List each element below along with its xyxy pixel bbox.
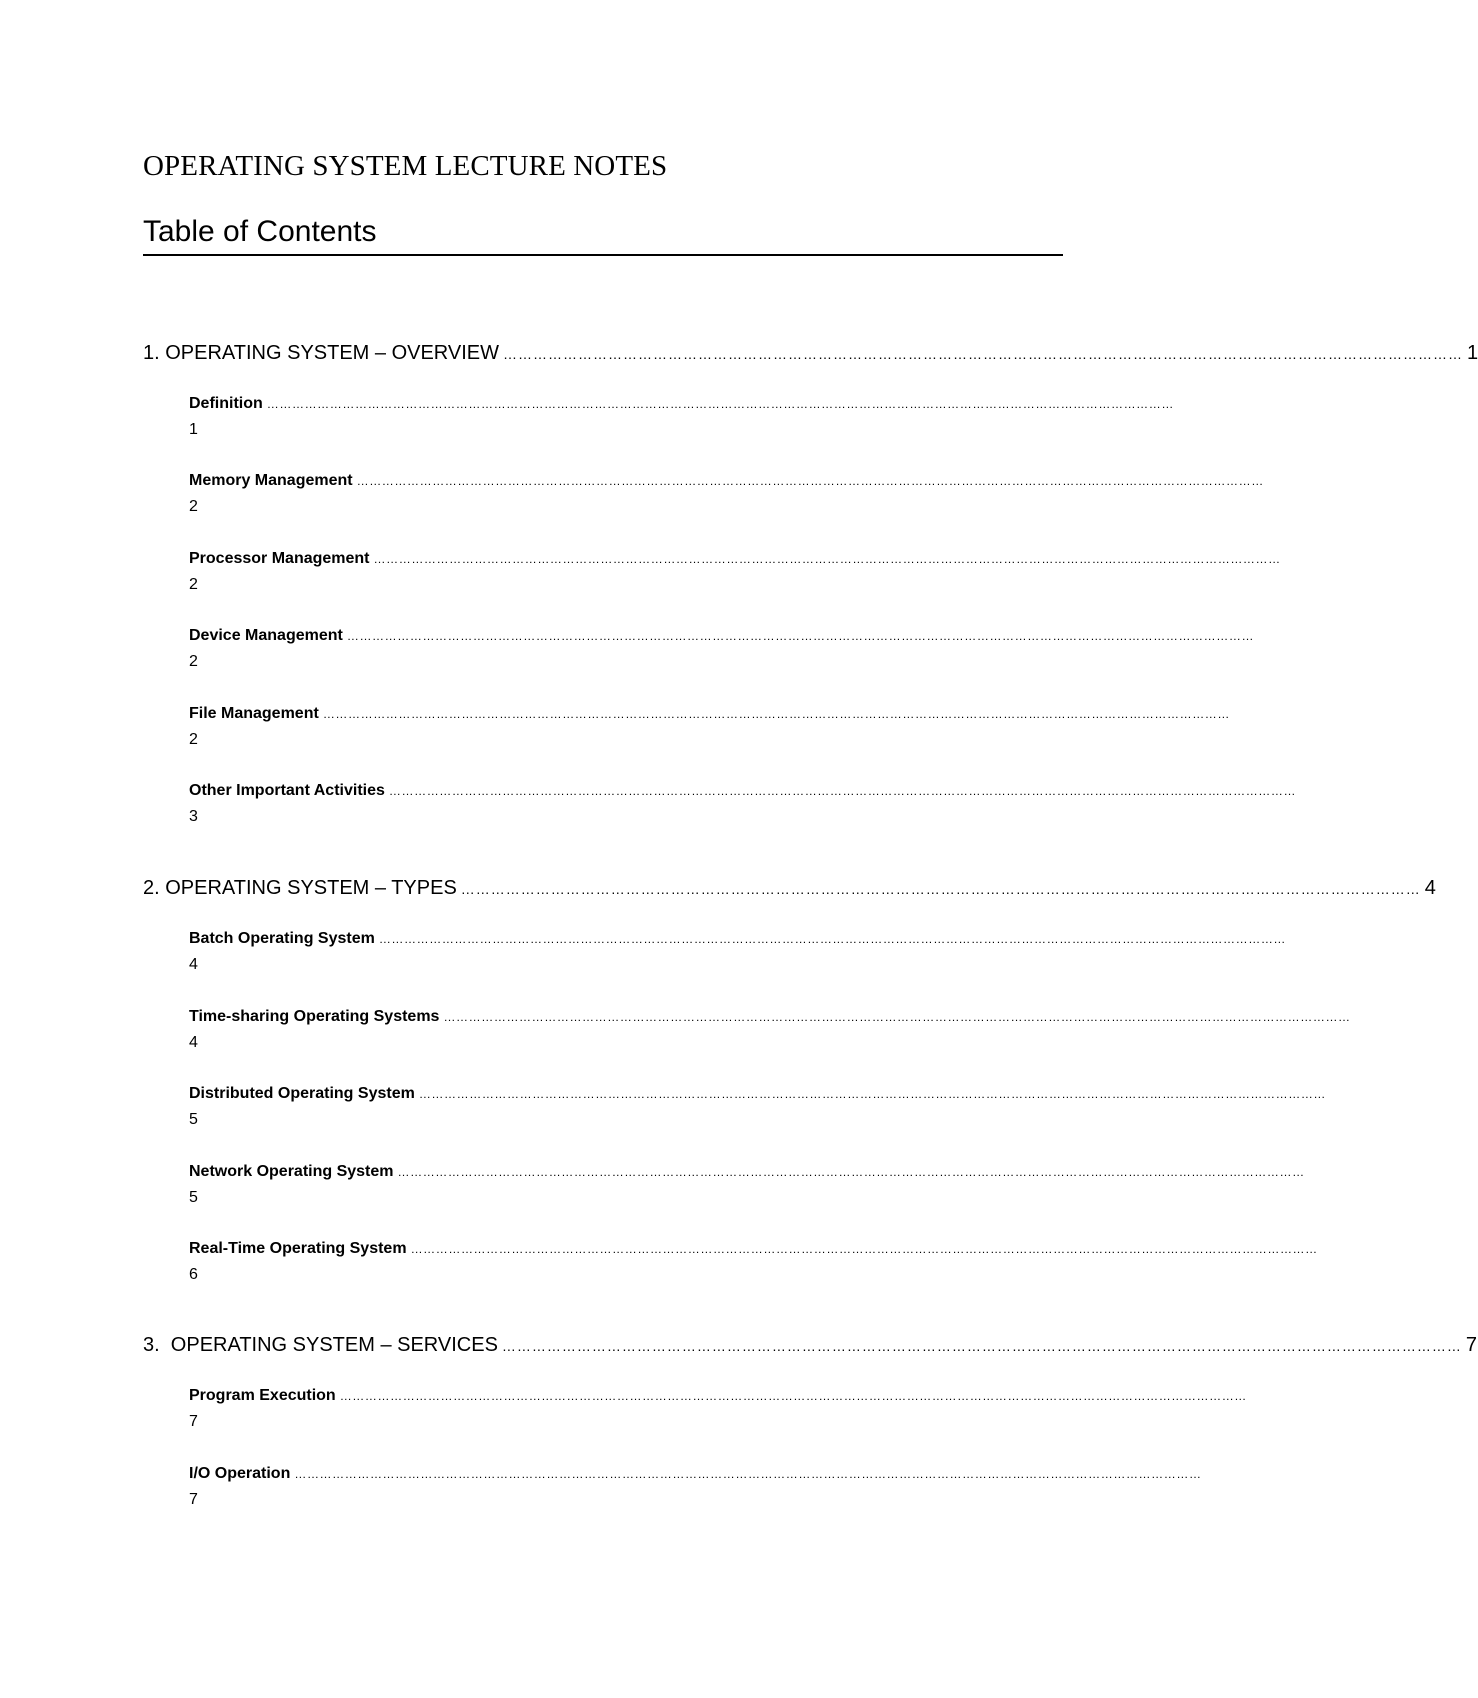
toc-entry[interactable] [189,546,1281,598]
toc-entry-title: Network Operating System [189,1163,394,1180]
dot-leader: ……………………………………………………………………………………………………………………………………………………………………………………………… [378,932,1287,946]
toc-entry[interactable] [189,1461,1202,1513]
toc-entry-title: Processor Management [189,550,370,567]
toc-entry-title: Memory Management [189,472,353,489]
toc-entry[interactable] [189,391,1174,443]
dot-leader: ……………………………………………………………………………………………………………………………………………………………………………………………… [373,552,1281,566]
toc-entry-title: Batch Operating System [189,930,375,947]
toc-page-number: 1 [1467,342,1478,364]
toc-chapter-1[interactable] [143,338,1478,368]
toc-page-number: 2 [189,576,198,593]
toc-entry[interactable] [189,1004,1351,1056]
toc-heading: Table of Contents [143,212,1063,256]
toc-entry-title: Other Important Activities [189,782,385,799]
toc-entry-title: File Management [189,705,319,722]
toc-entry-title: I/O Operation [189,1465,291,1482]
toc-entry[interactable] [189,623,1255,675]
dot-leader: ……………………………………………………………………………………………………………………………………………………………………………………………… [322,707,1231,721]
toc-chapter-title: 1. OPERATING SYSTEM – OVERVIEW [143,342,500,364]
dot-leader: ……………………………………………………………………………………………………………………………………………………………………………………………… [410,1242,1318,1256]
dot-leader: ……………………………………………………………………………………………………………………………………………………………………………………………… [397,1165,1305,1179]
toc-entry[interactable] [189,926,1287,978]
dot-leader: ………………………………………………………………………………………………………………………………………………………………………… [503,346,1464,362]
toc-chapter-2[interactable] [143,873,1436,903]
toc-chapter-title: 2. OPERATING SYSTEM – TYPES [143,877,457,899]
dot-leader: ……………………………………………………………………………………………………………………………………………………………………………………………… [346,629,1255,643]
toc-entry[interactable] [189,1236,1318,1288]
toc-page-number: 1 [189,421,198,438]
toc-entry[interactable] [189,1081,1327,1133]
toc-entry[interactable] [189,1159,1305,1211]
dot-leader: ……………………………………………………………………………………………………………………………………………………………………………………………… [294,1467,1202,1481]
toc-page-number: 2 [189,498,198,515]
toc-entry-title: Definition [189,395,263,412]
toc-entry[interactable] [189,701,1231,753]
toc-page-number: 7 [189,1491,198,1508]
toc-page-number: 5 [189,1189,198,1206]
toc-page-number: 4 [1424,877,1436,899]
dot-leader: ………………………………………………………………………………………………………………………………………………………………………… [501,1338,1462,1354]
toc-entry[interactable] [189,778,1297,830]
dot-leader: ………………………………………………………………………………………………………………………………………………………………………… [460,881,1421,897]
dot-leader: ……………………………………………………………………………………………………………………………………………………………………………………………… [443,1010,1351,1024]
toc-page-number: 3 [189,808,198,825]
toc-entry-title: Device Management [189,627,343,644]
toc-chapter-3[interactable] [143,1330,1478,1360]
toc-page-number: 4 [189,956,198,973]
dot-leader: ……………………………………………………………………………………………………………………………………………………………………………………………… [266,397,1174,411]
dot-leader: ……………………………………………………………………………………………………………………………………………………………………………………………… [388,784,1297,798]
toc-entry-title: Distributed Operating System [189,1085,415,1102]
dot-leader: ……………………………………………………………………………………………………………………………………………………………………………………………… [339,1389,1247,1403]
toc-page-number: 5 [189,1111,198,1128]
toc-entry[interactable] [189,468,1264,520]
toc-page-number: 7 [1465,1334,1478,1356]
toc-entry-title: Time-sharing Operating Systems [189,1008,440,1025]
toc-entry[interactable] [189,1383,1247,1435]
document-title: OPERATING SYSTEM LECTURE NOTES [143,150,668,182]
dot-leader: ……………………………………………………………………………………………………………………………………………………………………………………………… [356,474,1264,488]
toc-page-number: 6 [189,1266,198,1283]
toc-entry-title: Real-Time Operating System [189,1240,407,1257]
toc-page-number: 4 [189,1034,198,1051]
toc-page-number: 7 [189,1413,198,1430]
toc-page-number: 2 [189,653,198,670]
toc-page-number: 2 [189,731,198,748]
toc-entry-title: Program Execution [189,1387,336,1404]
toc-chapter-title: 3. OPERATING SYSTEM – SERVICES [143,1334,498,1356]
dot-leader: ……………………………………………………………………………………………………………………………………………………………………………………………… [418,1087,1327,1101]
